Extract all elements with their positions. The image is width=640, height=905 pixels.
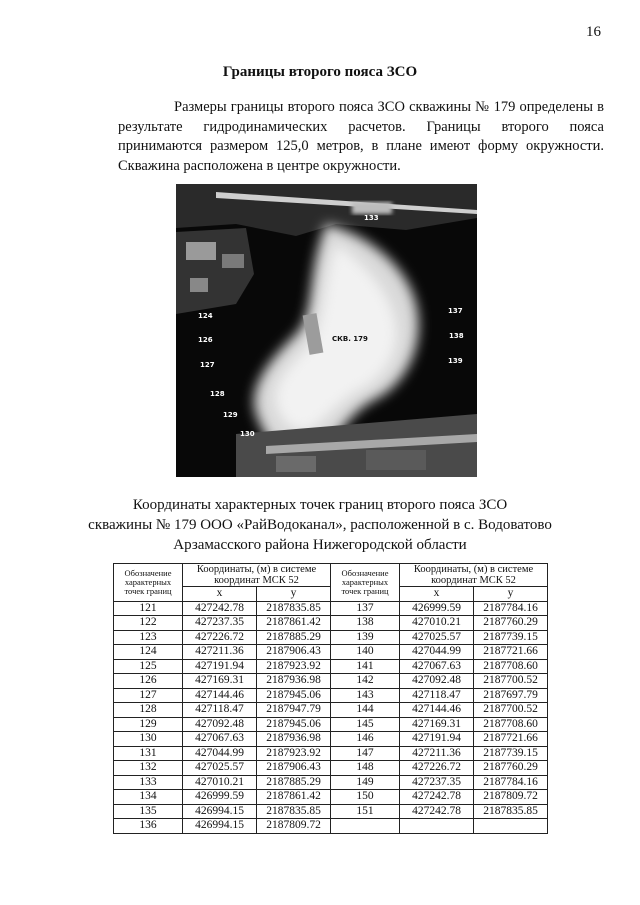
map-label-well: СКВ. 179: [332, 335, 368, 343]
cell-right-x: 427044.99: [400, 645, 474, 660]
cell-left-y: 2187835.85: [257, 601, 331, 616]
table-row: [114, 732, 548, 747]
cell-left-x: 427025.57: [183, 761, 257, 776]
table-row: [114, 630, 548, 645]
cell-left-y: 2187936.98: [257, 732, 331, 747]
cell-right-point: 139: [331, 630, 400, 645]
cell-right-y: 2187721.66: [474, 645, 548, 660]
cell-right-x: 427226.72: [400, 761, 474, 776]
cell-left-y: 2187809.72: [257, 819, 331, 834]
table-row: [114, 601, 548, 616]
map-label-left-2: 126: [198, 336, 213, 344]
cell-left-x: 426994.15: [183, 804, 257, 819]
aerial-photo-svg: [176, 184, 477, 477]
cell-left-y: 2187885.29: [257, 775, 331, 790]
intro-paragraph: Размеры границы второго пояса ЗСО скважины № 179 определены в результате гидродинамических расчетов. Границы второго пояса принимаются размером 125,0 метров, в плане имеют форму окружности. Скважина расположена в центре окружности.: [118, 99, 604, 174]
table-row: [114, 616, 548, 631]
cell-right-x: 427237.35: [400, 775, 474, 790]
table-row: [114, 761, 548, 776]
caption-line-1: Координаты характерных точек границ второго пояса ЗСО: [132, 497, 508, 513]
coordinates-table: [113, 563, 548, 834]
map-label-right-2: 138: [449, 332, 464, 340]
table-row: [114, 790, 548, 805]
map-label-left-1: 124: [198, 312, 213, 320]
cell-right-x: 427118.47: [400, 688, 474, 703]
cell-right-point: 147: [331, 746, 400, 761]
cell-left-x: 426999.59: [183, 790, 257, 805]
cell-right-x: 427191.94: [400, 732, 474, 747]
cell-right-point: 142: [331, 674, 400, 689]
cell-left-x: 427242.78: [183, 601, 257, 616]
table-row: [114, 674, 548, 689]
cell-left-point: 122: [114, 616, 183, 631]
cell-left-y: 2187947.79: [257, 703, 331, 718]
cell-right-y: 2187760.29: [474, 761, 548, 776]
cell-right-x: 427144.46: [400, 703, 474, 718]
cell-right-x: 427242.78: [400, 804, 474, 819]
cell-left-point: 134: [114, 790, 183, 805]
cell-left-x: 427211.36: [183, 645, 257, 660]
header-point-left: Обозначение характерных точек границ: [114, 564, 183, 602]
cell-left-y: 2187906.43: [257, 645, 331, 660]
cell-left-point: 127: [114, 688, 183, 703]
table-row: [114, 746, 548, 761]
cell-right-y: 2187697.79: [474, 688, 548, 703]
cell-right-point: 146: [331, 732, 400, 747]
cell-left-y: 2187945.06: [257, 688, 331, 703]
cell-right-y: 2187739.15: [474, 630, 548, 645]
map-label-left-3: 127: [200, 361, 215, 369]
cell-right-y: 2187721.66: [474, 732, 548, 747]
cell-left-point: 124: [114, 645, 183, 660]
cell-right-y: 2187708.60: [474, 659, 548, 674]
cell-left-x: 426994.15: [183, 819, 257, 834]
cell-left-point: 121: [114, 601, 183, 616]
cell-right-y: [474, 819, 548, 834]
cell-right-x: 427067.63: [400, 659, 474, 674]
cell-left-point: 135: [114, 804, 183, 819]
cell-left-point: 126: [114, 674, 183, 689]
cell-right-y: 2187708.60: [474, 717, 548, 732]
cell-left-y: 2187923.92: [257, 659, 331, 674]
cell-left-point: 130: [114, 732, 183, 747]
cell-left-point: 136: [114, 819, 183, 834]
header-coords-left: Координаты, (м) в системе координат МСК 52: [183, 564, 331, 587]
aerial-photo: [176, 184, 477, 477]
cell-left-x: 427044.99: [183, 746, 257, 761]
cell-right-x: 427242.78: [400, 790, 474, 805]
header-coords-right: Координаты, (м) в системе координат МСК 52: [400, 564, 548, 587]
cell-right-point: 143: [331, 688, 400, 703]
cell-left-point: 128: [114, 703, 183, 718]
map-label-left-5: 129: [223, 411, 238, 419]
cell-left-x: 427191.94: [183, 659, 257, 674]
cell-right-point: 151: [331, 804, 400, 819]
cell-right-x: 427025.57: [400, 630, 474, 645]
table-caption: [0, 495, 640, 555]
cell-right-x: 427211.36: [400, 746, 474, 761]
cell-right-y: 2187700.52: [474, 674, 548, 689]
cell-left-x: 427118.47: [183, 703, 257, 718]
cell-right-y: 2187700.52: [474, 703, 548, 718]
cell-right-x: 427010.21: [400, 616, 474, 631]
table-row: [114, 819, 548, 834]
cell-right-y: 2187784.16: [474, 775, 548, 790]
intro-paragraph-block: [118, 98, 604, 176]
table-row: [114, 804, 548, 819]
table-row: [114, 659, 548, 674]
header-y-left: y: [257, 587, 331, 602]
cell-right-point: 144: [331, 703, 400, 718]
cell-right-point: 141: [331, 659, 400, 674]
cell-left-point: 123: [114, 630, 183, 645]
cell-left-point: 133: [114, 775, 183, 790]
cell-left-x: 427010.21: [183, 775, 257, 790]
cell-left-y: 2187906.43: [257, 761, 331, 776]
map-label-right-1: 137: [448, 307, 463, 315]
header-point-right: Обозначение характерных точек границ: [331, 564, 400, 602]
cell-left-y: 2187861.42: [257, 790, 331, 805]
header-x-right: x: [400, 587, 474, 602]
cell-left-y: 2187945.06: [257, 717, 331, 732]
cell-right-point: 137: [331, 601, 400, 616]
table-row: [114, 717, 548, 732]
table-row: [114, 645, 548, 660]
cell-left-x: 427226.72: [183, 630, 257, 645]
cell-right-point: 149: [331, 775, 400, 790]
cell-left-y: 2187835.85: [257, 804, 331, 819]
caption-line-3: Арзамасского района Нижегородской области: [173, 537, 467, 553]
header-y-right: y: [474, 587, 548, 602]
cell-right-y: 2187760.29: [474, 616, 548, 631]
cell-right-x: [400, 819, 474, 834]
map-label-left-4: 128: [210, 390, 225, 398]
cell-left-point: 132: [114, 761, 183, 776]
section-heading: Границы второго пояса ЗСО: [222, 64, 418, 80]
table-row: [114, 688, 548, 703]
cell-left-x: 427092.48: [183, 717, 257, 732]
cell-right-x: 427092.48: [400, 674, 474, 689]
cell-right-y: 2187835.85: [474, 804, 548, 819]
cell-left-x: 427169.31: [183, 674, 257, 689]
cell-right-point: 150: [331, 790, 400, 805]
cell-left-y: 2187885.29: [257, 630, 331, 645]
cell-left-x: 427144.46: [183, 688, 257, 703]
cell-left-point: 129: [114, 717, 183, 732]
table-row: [114, 775, 548, 790]
cell-right-x: 426999.59: [400, 601, 474, 616]
cell-left-y: 2187861.42: [257, 616, 331, 631]
cell-left-y: 2187923.92: [257, 746, 331, 761]
cell-left-x: 427237.35: [183, 616, 257, 631]
cell-left-point: 131: [114, 746, 183, 761]
map-label-right-3: 139: [448, 357, 463, 365]
cell-right-y: 2187739.15: [474, 746, 548, 761]
cell-right-point: [331, 819, 400, 834]
cell-right-point: 140: [331, 645, 400, 660]
map-label-top: 133: [364, 214, 379, 222]
header-x-left: x: [183, 587, 257, 602]
table-row: [114, 703, 548, 718]
coordinates-table-body: [114, 601, 548, 833]
caption-line-2: скважины № 179 ООО «РайВодоканал», расположенной в с. Водоватово: [88, 517, 552, 533]
page-number: 16: [586, 24, 601, 40]
cell-left-point: 125: [114, 659, 183, 674]
cell-right-point: 148: [331, 761, 400, 776]
cell-right-x: 427169.31: [400, 717, 474, 732]
cell-right-point: 138: [331, 616, 400, 631]
cell-right-y: 2187784.16: [474, 601, 548, 616]
cell-left-x: 427067.63: [183, 732, 257, 747]
cell-right-point: 145: [331, 717, 400, 732]
cell-right-y: 2187809.72: [474, 790, 548, 805]
cell-left-y: 2187936.98: [257, 674, 331, 689]
map-label-left-6: 130: [240, 430, 255, 438]
